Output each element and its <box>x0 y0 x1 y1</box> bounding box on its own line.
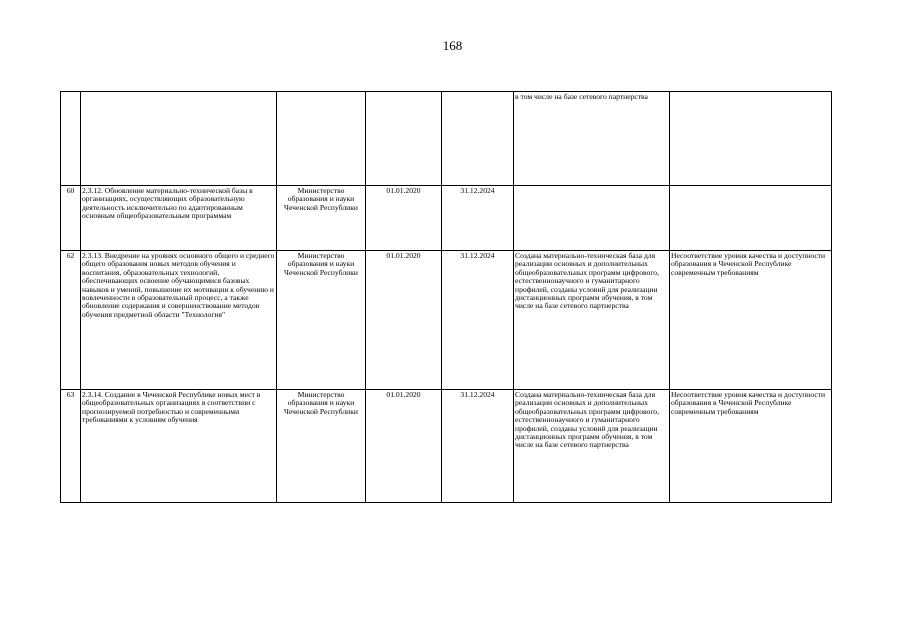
expected-result-cell <box>514 186 670 251</box>
risk-cell: Несоответствие уровня качества и доступности образования в Чеченской Республике современным требованиям <box>670 390 832 503</box>
end-date-cell: 31.12.2024 <box>442 390 514 503</box>
row-number <box>61 92 81 186</box>
start-date-cell: 01.01.2020 <box>366 251 442 390</box>
table-row <box>61 390 832 503</box>
end-date-cell: 31.12.2024 <box>442 186 514 251</box>
responsible-org-cell: Министерство образования и науки Чеченской Республики <box>277 390 366 503</box>
responsible-org-cell: Министерство образования и науки Чеченской Республики <box>277 251 366 390</box>
measure-cell <box>81 92 277 186</box>
start-date-cell: 01.01.2020 <box>366 186 442 251</box>
measure-cell: 2.3.14. Создание в Чеченской Республике новых мест в общеобразовательных организациях в соответствии с прогнозируемой потребностью и современными требованиями к условиям обучения <box>81 390 277 503</box>
page-number: 168 <box>442 38 463 53</box>
expected-result-cell: Создана материально-техническая база для реализации основных и дополнительных общеобразовательных программ цифрового, естественнонаучного и гуманитарного профилей, созданы условий для реализации дистанционных программ обучения, в том числе на базе сетевого партнерства <box>514 251 670 390</box>
responsible-org-cell: Министерство образования и науки Чеченской Республики <box>277 186 366 251</box>
expected-result-cell: в том числе на базе сетевого партнерства <box>514 92 670 186</box>
table-row <box>61 251 832 390</box>
table-row <box>61 186 832 251</box>
start-date-cell <box>366 92 442 186</box>
risk-cell <box>670 186 832 251</box>
end-date-cell <box>442 92 514 186</box>
program-measures-table <box>60 91 832 503</box>
row-number: 63 <box>61 390 81 503</box>
end-date-cell: 31.12.2024 <box>442 251 514 390</box>
responsible-org-cell <box>277 92 366 186</box>
measure-cell: 2.3.12. Обновление материально-технической базы в организациях, осуществляющих образовательную деятельность исключительно по адаптированным основным общеобразовательным программам <box>81 186 277 251</box>
row-number: 60 <box>61 186 81 251</box>
measure-cell: 2.3.13. Внедрение на уровнях основного общего и среднего общего образования новых методов обучения и воспитания, образовательных технологий, обеспечивающих освоение обучающимися базовых навыков и умений, повышение их мотивации к обучению и вовлеченности в образовательный процесс, а также обновление содержания и совершенствование методов обучения предметной области "Технология" <box>81 251 277 390</box>
row-number: 62 <box>61 251 81 390</box>
expected-result-cell: Создана материально-техническая база для реализации основных и дополнительных общеобразовательных программ цифрового, естественнонаучного и гуманитарного профилей, созданы условий для реализации дистанционных программ обучения, в том числе на базе сетевого партнерства <box>514 390 670 503</box>
table-row <box>61 92 832 186</box>
risk-cell <box>670 92 832 186</box>
risk-cell: Несоответствие уровня качества и доступности образования в Чеченской Республике современным требованиям <box>670 251 832 390</box>
start-date-cell: 01.01.2020 <box>366 390 442 503</box>
